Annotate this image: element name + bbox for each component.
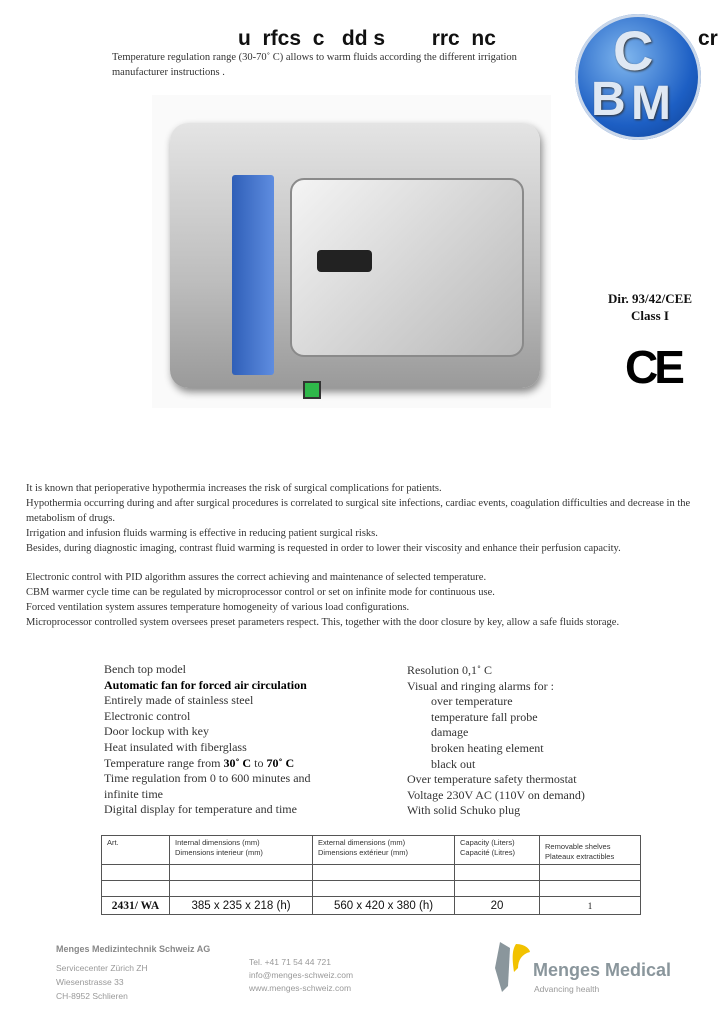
certification bbox=[580, 290, 720, 324]
feature: Door lockup with key bbox=[104, 724, 209, 739]
address-line: Servicecenter Zürich ZH bbox=[56, 963, 148, 973]
text-line: Electronic control with PID algorithm assures the correct achieving and maintenance of selected temperature. bbox=[26, 572, 487, 583]
table-row-empty bbox=[102, 865, 641, 881]
cell-capacity: 20 bbox=[455, 897, 540, 915]
feature: Over temperature safety thermostat bbox=[407, 772, 577, 787]
address-line: Wiesenstrasse 33 bbox=[56, 977, 124, 987]
feature: Entirely made of stainless steel bbox=[104, 693, 254, 708]
page-title-tail: cr bbox=[698, 27, 718, 50]
cell-art: 2431/ WA bbox=[102, 897, 170, 915]
ce-mark: CE bbox=[625, 341, 681, 393]
directive: Dir. 93/42/CEE bbox=[607, 291, 693, 306]
text-line: Microprocessor controlled system oversees preset parameters respect. This, together with the door closure by key, allow a safe fluids storage. bbox=[26, 617, 620, 628]
feature: Digital display for temperature and time bbox=[104, 802, 297, 817]
menges-logo-icon bbox=[492, 938, 532, 994]
specs-table bbox=[101, 835, 641, 915]
text-line: Hypothermia occurring during and after surgical procedures is correlated to surgical site infections, cardiac events, coagulation difficulties and decrease in the metabolism of drugs. bbox=[26, 498, 691, 524]
feature: Visual and ringing alarms for : bbox=[407, 678, 554, 693]
alarm-item: damage bbox=[431, 725, 469, 740]
feature: Resolution 0,1˚ C bbox=[407, 663, 493, 677]
feature: Bench top model bbox=[104, 662, 186, 676]
text-line: Irrigation and infusion fluids warming is effective in reducing patient surgical risks. bbox=[26, 528, 378, 539]
description-paragraph-1 bbox=[26, 481, 716, 556]
feature: With solid Schuko plug bbox=[407, 803, 521, 818]
features-left bbox=[104, 662, 334, 818]
cabinet-door bbox=[290, 178, 524, 357]
address-line: CH-8952 Schlieren bbox=[56, 991, 128, 1001]
text-line: Forced ventilation system assures temperature homogeneity of various load configurations. bbox=[26, 602, 410, 613]
temp-prefix: Temperature range from bbox=[104, 755, 224, 770]
brand-name: Menges Medical bbox=[533, 960, 672, 980]
intro-text: Temperature regulation range (30-70˚ C) allows to warm fluids according the different irrigation manufacturer instructions . bbox=[112, 52, 517, 78]
device-class: Class I bbox=[631, 308, 669, 323]
feature-temperature-range bbox=[104, 756, 334, 772]
header-shelves: Removable shelves Plateaux extractibles bbox=[540, 836, 641, 865]
feature: Electronic control bbox=[104, 708, 191, 723]
footer-contact bbox=[249, 956, 353, 995]
phone: Tel. +41 71 54 44 721 bbox=[249, 957, 331, 967]
power-switch bbox=[303, 381, 321, 399]
table-header-row bbox=[102, 836, 641, 865]
page-title: u rfcs c dd s rrc nc bbox=[238, 27, 496, 50]
fluid-warmer-photo bbox=[152, 95, 551, 408]
text-line: CBM warmer cycle time can be regulated by microprocessor control or set on infinite mode for continuous use. bbox=[26, 587, 495, 598]
door-handle bbox=[317, 250, 372, 272]
alarm-item: broken heating element bbox=[431, 740, 544, 755]
warmer-cabinet bbox=[170, 123, 540, 388]
temp-mid: to bbox=[251, 755, 267, 770]
email-link[interactable]: info@menges-schweiz.com bbox=[249, 970, 354, 980]
text-line: Besides, during diagnostic imaging, contrast fluid warming is requested in order to lower their viscosity and enhance their perfusion capacity. bbox=[26, 543, 621, 554]
company-name: Menges Medizintechnik Schweiz AG bbox=[56, 944, 211, 954]
footer-address bbox=[56, 942, 210, 1003]
cell-internal: 385 x 235 x 218 (h) bbox=[170, 897, 313, 915]
alarm-item: temperature fall probe bbox=[431, 709, 538, 724]
header-external: External dimensions (mm) Dimensions extérieur (mm) bbox=[313, 836, 455, 865]
feature: Time regulation from 0 to 600 minutes and infinite time bbox=[104, 771, 311, 801]
alarm-item: black out bbox=[431, 756, 476, 771]
brand-tagline: Advancing health bbox=[534, 984, 600, 994]
website-link[interactable]: www.menges-schweiz.com bbox=[249, 983, 352, 993]
header-capacity: Capacity (Liters) Capacité (Litres) bbox=[455, 836, 540, 865]
features-right bbox=[407, 663, 647, 819]
description-paragraph-2 bbox=[26, 570, 716, 630]
cell-external: 560 x 420 x 380 (h) bbox=[313, 897, 455, 915]
temp-min: 30˚ C bbox=[223, 755, 252, 770]
cell-shelves: 1 bbox=[540, 897, 641, 915]
control-panel bbox=[232, 175, 274, 375]
feature: Heat insulated with fiberglass bbox=[104, 739, 247, 754]
table-row bbox=[102, 897, 641, 915]
feature: Automatic fan for forced air circulation bbox=[104, 677, 307, 692]
temp-max: 70˚ C bbox=[266, 755, 295, 770]
cbm-logo: C B M bbox=[575, 14, 701, 140]
text-line: It is known that perioperative hypothermia increases the risk of surgical complications for patients. bbox=[26, 483, 442, 494]
table-row-empty bbox=[102, 881, 641, 897]
header-art: Art. bbox=[102, 836, 170, 865]
alarm-item: over temperature bbox=[431, 694, 513, 709]
header-internal: Internal dimensions (mm) Dimensions interieur (mm) bbox=[170, 836, 313, 865]
feature: Voltage 230V AC (110V on demand) bbox=[407, 787, 585, 802]
